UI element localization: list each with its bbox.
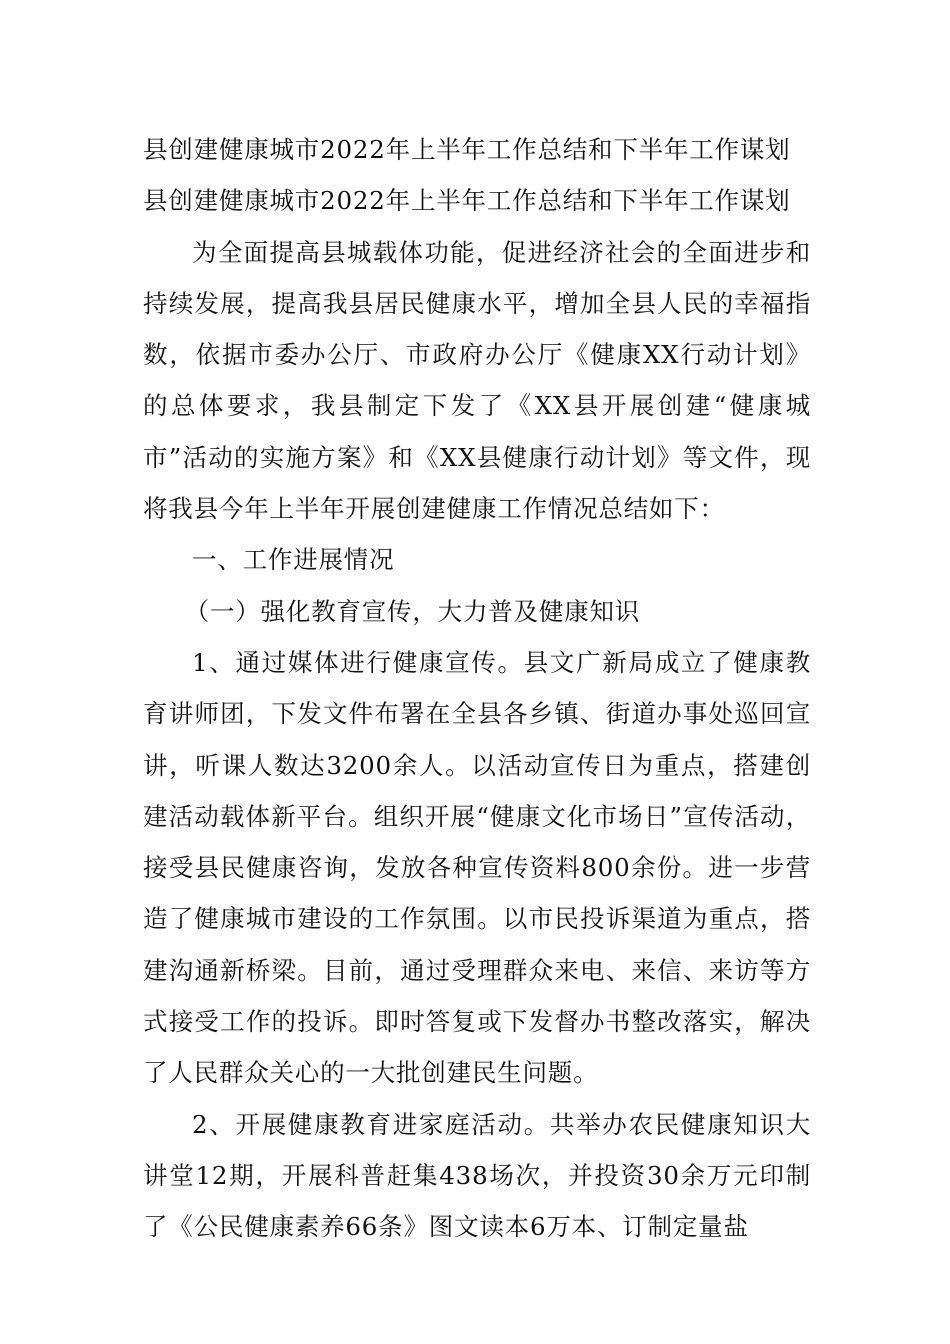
item-1-paragraph: 1、通过媒体进行健康宣传。县文广新局成立了健康教育讲师团，下发文件布署在全县各乡镇、街道办事处巡回宣讲，听课人数达3200余人。以活动宣传日为重点，搭建创建活动载体新平台。组织开展“健康文化市场日”宣传活动，接受县民健康咨询，发放各种宣传资料800余份。进一步营造了健康城市建设的工作氛围。以市民投诉渠道为重点，搭建沟通新桥梁。目前，通过受理群众来电、来信、来访等方式接受工作的投诉。即时答复或下发督办书整改落实，解决了人民群众关心的一大批创建民生问题。 <box>143 647 811 1088</box>
intro-paragraph: 为全面提高县城载体功能，促进经济社会的全面进步和持续发展，提高我县居民健康水平，增加全县人民的幸福指数，依据市委办公厅、市政府办公厅《健康XX行动计划》的总体要求，我县制定下发了《XX县开展创建“健康城市”活动的实施方案》和《XX县健康行动计划》等文件，现将我县今年上半年开展创建健康工作情况总结如下： <box>143 237 811 524</box>
item-2-paragraph: 2、开展健康教育进家庭活动。共举办农民健康知识大讲堂12期，开展科普赶集438场次，并投资30余万元印制了《公民健康素养66条》图文读本6万本、订制定量盐 <box>143 1109 811 1242</box>
document-body <box>143 124 811 1253</box>
document-title-line-2: 县创建健康城市2022年上半年工作总结和下半年工作谋划 <box>143 186 791 216</box>
subsection-1-heading: （一）强化教育宣传，大力普及健康知识 <box>184 596 641 626</box>
section-1-heading: 一、工作进展情况 <box>192 545 395 575</box>
document-title-line-1: 县创建健康城市2022年上半年工作总结和下半年工作谋划 <box>143 135 791 164</box>
